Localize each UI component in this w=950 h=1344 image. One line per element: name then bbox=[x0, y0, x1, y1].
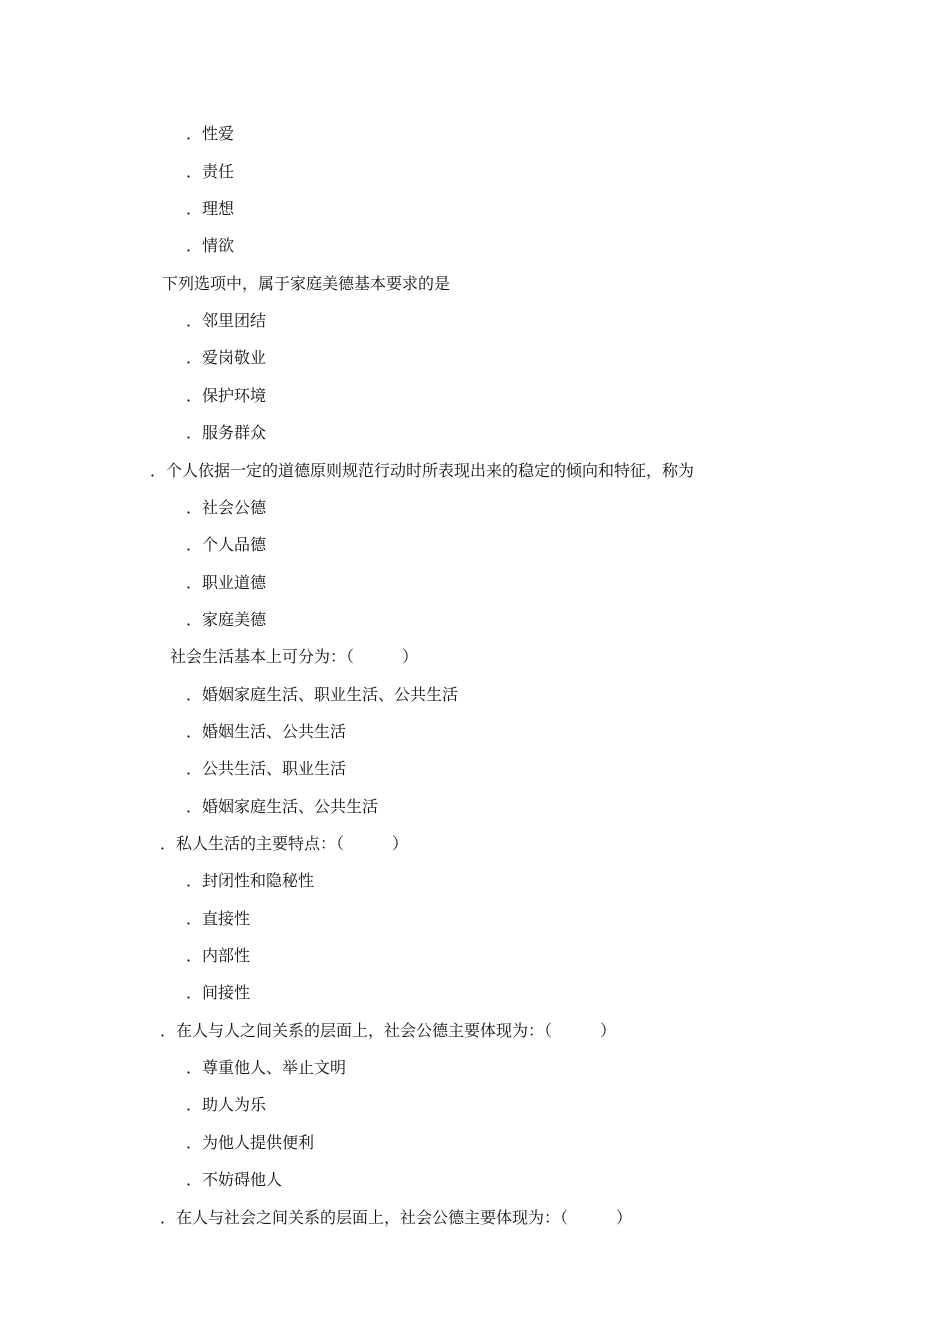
option-line: ．为他人提供便利 bbox=[186, 1133, 315, 1152]
option-line: ．家庭美德 bbox=[186, 610, 267, 629]
option-line: ．个人品德 bbox=[186, 535, 267, 554]
option-line: ．职业道德 bbox=[186, 573, 267, 592]
option-line: ．保护环境 bbox=[186, 386, 267, 405]
question-line: ．个人依据一定的道德原则规范行动时所表现出来的稳定的倾向和特征，称为 bbox=[150, 461, 695, 480]
option-line: ．内部性 bbox=[186, 946, 251, 965]
option-line: ．公共生活、职业生活 bbox=[186, 759, 347, 778]
question-line: ．在人与人之间关系的层面上，社会公德主要体现为：（ ） bbox=[160, 1021, 617, 1040]
question-line: 下列选项中，属于家庭美德基本要求的是 bbox=[162, 274, 451, 293]
question-line: ．私人生活的主要特点：（ ） bbox=[160, 834, 409, 853]
option-line: ．婚姻家庭生活、公共生活 bbox=[186, 797, 379, 816]
option-line: ．理想 bbox=[186, 199, 235, 218]
option-line: ．助人为乐 bbox=[186, 1095, 267, 1114]
option-line: ．社会公德 bbox=[186, 498, 267, 517]
option-line: ．间接性 bbox=[186, 983, 251, 1002]
option-line: ．性爱 bbox=[186, 124, 235, 143]
option-line: ．封闭性和隐秘性 bbox=[186, 871, 315, 890]
option-line: ．爱岗敬业 bbox=[186, 348, 267, 367]
question-line: 社会生活基本上可分为：（ ） bbox=[170, 647, 419, 666]
option-line: ．直接性 bbox=[186, 909, 251, 928]
option-line: ．责任 bbox=[186, 162, 235, 181]
option-line: ．婚姻生活、公共生活 bbox=[186, 722, 347, 741]
option-line: ．情欲 bbox=[186, 236, 235, 255]
option-line: ．邻里团结 bbox=[186, 311, 267, 330]
question-line: ．在人与社会之间关系的层面上，社会公德主要体现为：（ ） bbox=[160, 1208, 633, 1227]
option-line: ．不妨碍他人 bbox=[186, 1170, 283, 1189]
option-line: ．婚姻家庭生活、职业生活、公共生活 bbox=[186, 685, 459, 704]
option-line: ．尊重他人、举止文明 bbox=[186, 1058, 347, 1077]
option-line: ．服务群众 bbox=[186, 423, 267, 442]
